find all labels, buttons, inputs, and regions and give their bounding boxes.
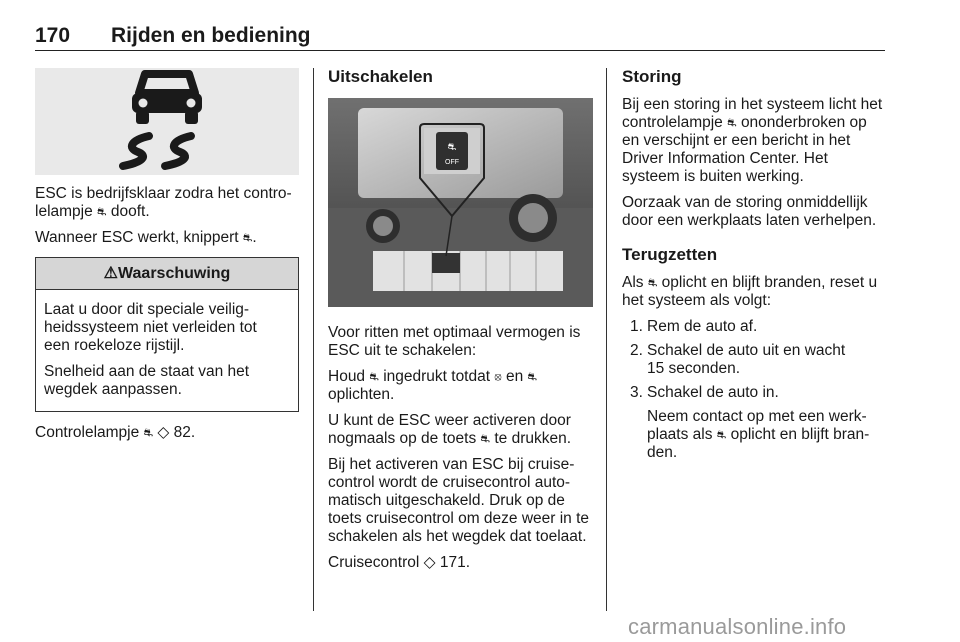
warning-box <box>35 257 299 412</box>
column-right <box>622 68 888 470</box>
dashboard-photo <box>328 98 593 307</box>
esc-button-symbol: ⛐ <box>447 142 457 153</box>
column-middle <box>328 68 593 580</box>
paragraph: U kunt de ESC weer activeren door nogmaals op de toets ⛐ te drukken. <box>328 412 572 447</box>
page-reference-link[interactable]: 82. <box>173 424 196 441</box>
section-heading-storing: Storing <box>622 67 682 86</box>
paragraph: Houd ⛐ ingedrukt totdat ⦻ en ⛐ oplichten. <box>328 368 538 403</box>
page-number: 170 <box>35 24 71 47</box>
list-item: 3. Schakel de auto in. <box>630 384 779 401</box>
column-divider <box>606 68 607 611</box>
column-left <box>35 68 299 450</box>
list-item: 1. Rem de auto af. <box>630 318 758 335</box>
esc-icon: ⛐ <box>143 427 154 439</box>
warning-body: Laat u door dit speciale veilig- heidssysteem niet verleiden tot een roekeloze rijstijl. Snelheid aan de staat van het wegdek aanpassen. <box>44 301 257 398</box>
column-divider <box>313 68 314 611</box>
paragraph: Oorzaak van de storing onmiddellijk door een werkplaats laten verhelpen. <box>622 194 877 229</box>
section-heading-uitschakelen: Uitschakelen <box>328 67 433 86</box>
off-label: OFF <box>445 159 459 166</box>
esc-icon: ⛐ <box>647 277 658 289</box>
warning-header <box>36 258 298 290</box>
paragraph: Als ⛐ oplicht en blijft branden, reset u het systeem als volgt: <box>622 274 878 309</box>
warning-triangle-icon: ⚠ <box>103 265 119 282</box>
page-header <box>35 22 885 51</box>
section-heading-terugzetten: Terugzetten <box>622 245 718 264</box>
paragraph: Wanneer ESC werkt, knippert ⛐. <box>35 229 257 246</box>
paragraph: Cruisecontrol ◇ 171. <box>328 554 471 571</box>
page-title: Rijden en bediening <box>111 24 311 47</box>
paragraph: Bij het activeren van ESC bij cruise- control wordt de cruisecontrol auto- matisch uitgeschakeld. Druk op de toets cruisecontrol om deze weer in te schakelen als het wegdek dat toelaat. <box>328 456 590 545</box>
esc-icon: ⛐ <box>242 232 253 244</box>
esc-icon: ⛐ <box>97 206 107 218</box>
esc-icon: ⛐ <box>480 433 491 445</box>
watermark: carmanualsonline.info <box>628 614 847 639</box>
paragraph: Controlelampje ⛐ ◇ 82. <box>35 424 196 441</box>
step-note: Neem contact op met een werk- plaats als ⛐ oplicht en blijft bran- den. <box>647 408 870 461</box>
esc-off-icon: ⛐ <box>527 371 538 383</box>
reset-steps-list <box>622 318 888 402</box>
esc-icon: ⛐ <box>369 371 379 383</box>
esc-icon: ⛐ <box>727 117 737 129</box>
page-reference-link[interactable]: 171. <box>439 554 471 571</box>
paragraph: Voor ritten met optimaal vermogen is ESC uit te schakelen: <box>328 324 581 359</box>
page-ref-icon: ◇ <box>423 554 436 571</box>
esc-icon: ⛐ <box>716 429 727 441</box>
warning-title: Waarschuwing <box>118 265 231 282</box>
paragraph: ESC is bedrijfsklaar zodra het contro- lelampje ⛐ dooft. <box>35 185 292 220</box>
esc-warning-figure <box>35 68 299 175</box>
paragraph: Bij een storing in het systeem licht het controlelampje ⛐ ononderbroken op en verschijnt er een bericht in het Driver Information Center. Het systeem is buiten werking. <box>622 96 883 185</box>
tc-off-icon: ⦻ <box>494 371 502 383</box>
page-ref-icon: ◇ <box>157 424 170 441</box>
esc-skid-icon <box>35 68 299 175</box>
list-item: 2. Schakel de auto uit en wacht 15 seconden. <box>630 342 846 377</box>
